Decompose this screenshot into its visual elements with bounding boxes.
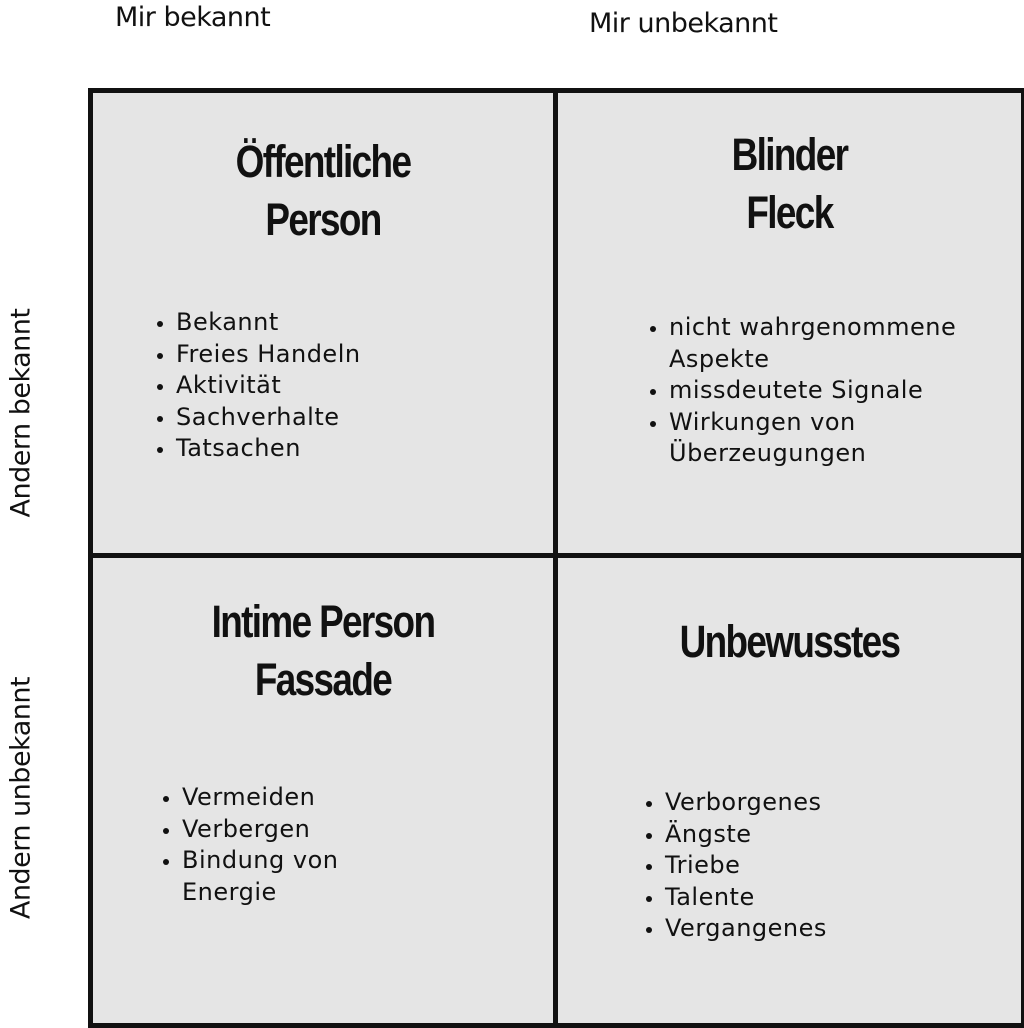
list-item: • Vergangenes <box>665 913 827 945</box>
title-line: Person <box>265 194 381 245</box>
list-item: • Verborgenes <box>665 787 827 819</box>
item-list <box>639 787 827 945</box>
list-item: • Bindung von Energie <box>182 845 432 908</box>
quadrant-title <box>600 126 980 242</box>
row-label-known: Andern bekannt <box>5 308 37 518</box>
quadrant-unconscious <box>553 553 1024 1028</box>
quadrant-title <box>600 613 980 671</box>
list-item: • nicht wahrgenommene Aspekte <box>669 312 1024 375</box>
column-label-known: Mir bekannt <box>115 2 271 33</box>
item-list <box>150 307 361 465</box>
list-item: • Bekannt <box>176 307 361 339</box>
title-line: Fleck <box>746 187 833 238</box>
title-line: Blinder <box>731 129 848 180</box>
list-item: • Wirkungen von Überzeugungen <box>669 407 1024 470</box>
list-item: • Verbergen <box>182 814 432 846</box>
quadrant-title <box>134 133 511 249</box>
item-list <box>643 312 1024 470</box>
list-item: • Sachverhalte <box>176 402 361 434</box>
johari-window-grid <box>88 88 1024 1028</box>
title-line: Öffentliche <box>235 136 411 187</box>
list-item: • Ängste <box>665 819 827 851</box>
list-item: • Talente <box>665 882 827 914</box>
title-line: Unbewusstes <box>679 616 900 667</box>
item-list <box>156 782 432 908</box>
list-item: • Vermeiden <box>182 782 432 814</box>
list-item: • Aktivität <box>176 370 361 402</box>
list-item: • Tatsachen <box>176 433 361 465</box>
row-label-unknown: Andern unbekannt <box>5 676 37 920</box>
column-label-unknown: Mir unbekannt <box>589 8 778 39</box>
title-line: Intime Person <box>211 596 435 647</box>
list-item: • Freies Handeln <box>176 339 361 371</box>
list-item: • Triebe <box>665 850 827 882</box>
list-item: • missdeutete Signale <box>669 375 1024 407</box>
title-line: Fassade <box>254 654 392 705</box>
quadrant-public-person <box>88 88 558 558</box>
quadrant-blind-spot <box>553 88 1024 558</box>
quadrant-title <box>134 593 511 709</box>
quadrant-intimate-person <box>88 553 558 1028</box>
